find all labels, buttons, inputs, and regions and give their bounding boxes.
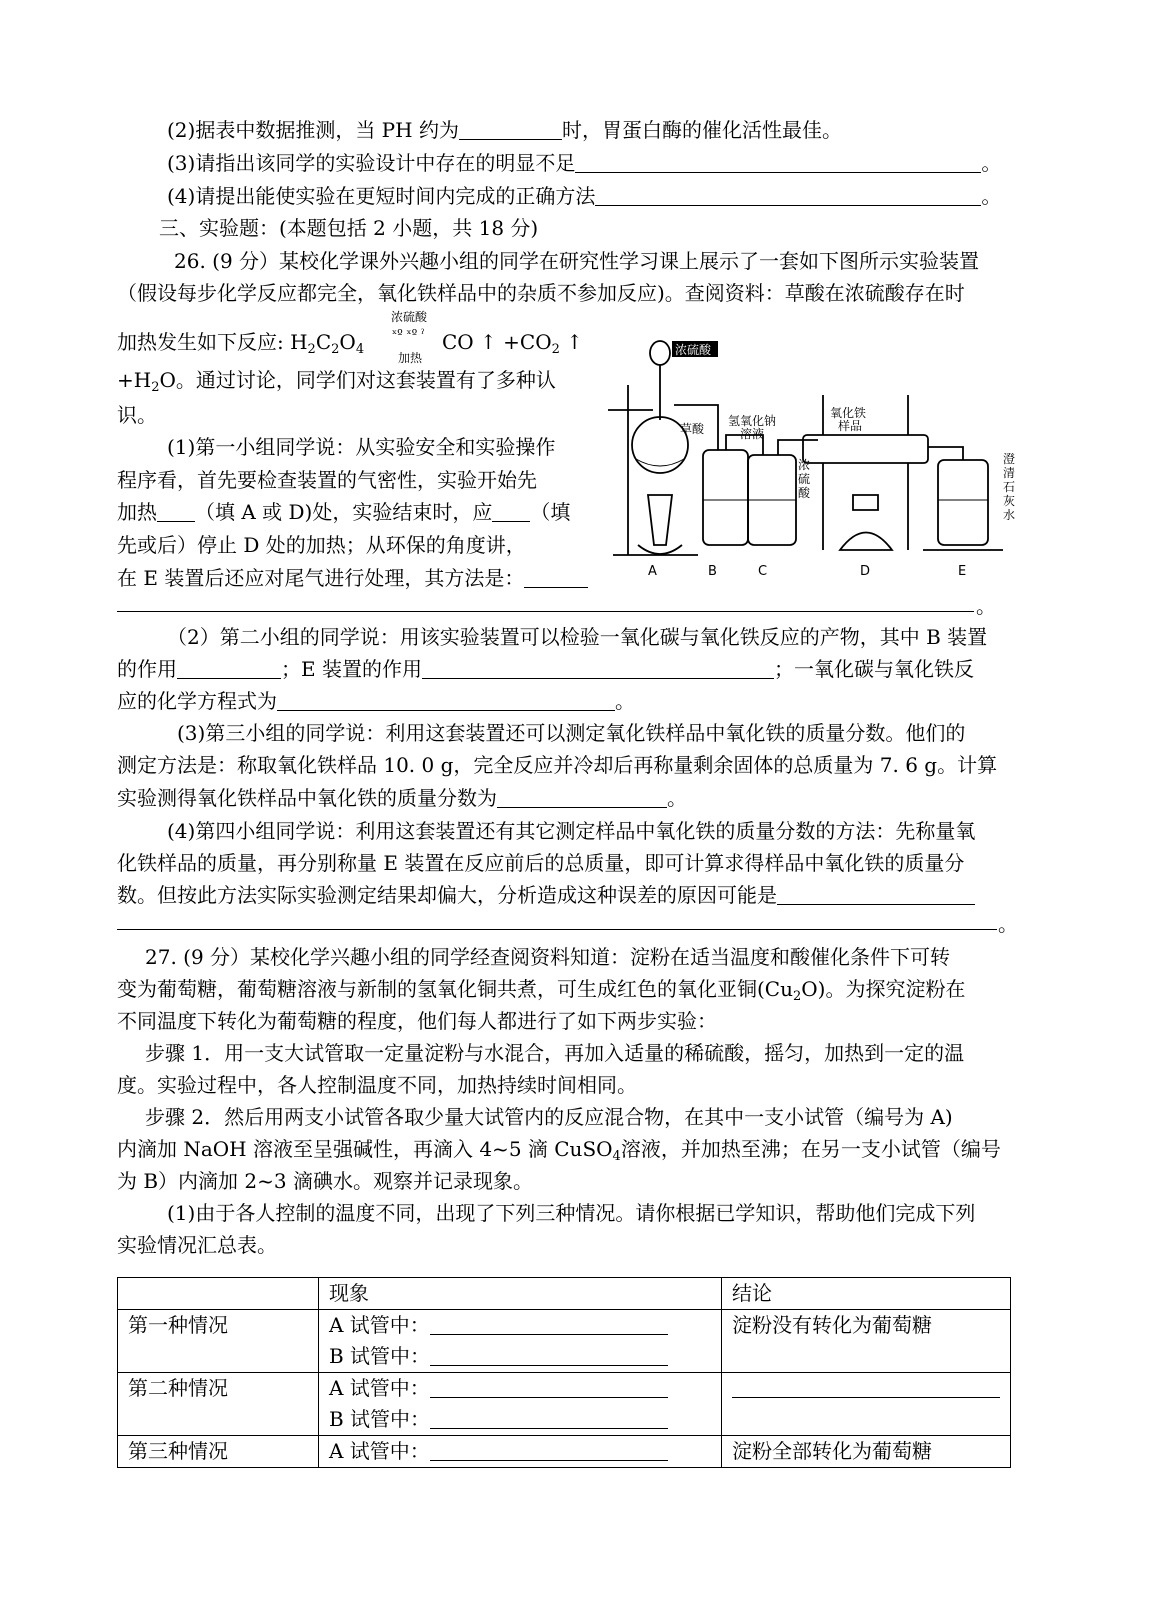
- answer-blank[interactable]: [497, 787, 667, 808]
- answer-blank[interactable]: [177, 658, 281, 679]
- header-case: [118, 1278, 319, 1310]
- step1-line2: 度。实验过程中，各人控制温度不同，加热持续时间相同。: [117, 1073, 637, 1097]
- group3-line1: (3)第三小组的同学说：利用这套装置还可以测定氧化铁样品中氧化铁的质量分数。他们的: [177, 721, 966, 745]
- label-a: A: [648, 564, 657, 579]
- phenomenon-cell: [319, 1373, 722, 1436]
- subscript: 2: [551, 342, 560, 357]
- subscript: 2: [151, 380, 160, 395]
- phenomenon-cell: [319, 1310, 722, 1373]
- text: 实验测得氧化铁样品中氧化铁的质量分数为: [117, 786, 497, 810]
- label-h2so4-2: 硫: [798, 472, 811, 486]
- subscript: 2: [307, 342, 316, 357]
- subscript: 4: [355, 342, 365, 357]
- conclusion-cell: 淀粉没有转化为葡萄糖: [722, 1310, 1011, 1373]
- q25-part4: [167, 183, 1001, 209]
- tube-a-label: A 试管中：: [329, 1313, 430, 1337]
- label-lime-5: 水: [1003, 508, 1016, 522]
- step2-line2: [117, 1136, 1001, 1170]
- group1-line5: [117, 565, 588, 591]
- group4-line1: (4)第四小组同学说：利用这套装置还有其它测定样品中氧化铁的质量分数的方法：先称量氧: [167, 819, 976, 843]
- group1-line2: 程序看，首先要检查装置的气密性，实验开始先: [117, 468, 537, 492]
- label-fe-1: 氧化铁: [830, 406, 867, 420]
- group2-line2: [117, 656, 974, 682]
- group3-line3: [117, 785, 687, 811]
- answer-blank[interactable]: [430, 1377, 668, 1398]
- text: 变为葡萄糖，葡萄糖溶液与新制的氢氧化铜共煮，可生成红色的氧化亚铜(Cu: [117, 977, 793, 1001]
- label-oxalic: 草酸: [680, 422, 705, 436]
- table-row: [118, 1436, 1011, 1468]
- group2-line1: （2）第二小组的同学说：用该实验装置可以检验一氧化碳与氧化铁反应的产物，其中 B 装置: [167, 625, 988, 649]
- case-label: 第一种情况: [118, 1310, 319, 1373]
- q27-line2: [117, 976, 965, 1010]
- label-naoh-1: 氢氧化钠: [728, 414, 777, 428]
- answer-blank[interactable]: [430, 1314, 668, 1335]
- period: 。: [667, 786, 687, 810]
- q25-part4-text: (4)请提出能使实验在更短时间内完成的正确方法: [167, 184, 596, 208]
- answer-blank[interactable]: [430, 1440, 668, 1461]
- step1-line1: 步骤 1．用一支大试管取一定量淀粉与水混合，再加入适量的稀硫酸，摇匀，加热到一定的温: [145, 1041, 965, 1065]
- text: （填: [530, 500, 571, 524]
- label-naoh-2: 溶液: [740, 427, 765, 441]
- answer-blank[interactable]: [422, 658, 774, 679]
- answer-blank[interactable]: [777, 884, 975, 905]
- reaction-equation: [117, 329, 364, 363]
- text: 加热: [117, 500, 157, 524]
- period: 。: [998, 912, 1018, 936]
- text: 内滴加 NaOH 溶液至呈强碱性，再滴入 4~5 滴 CuSO: [117, 1137, 613, 1161]
- text: （填 A 或 D)处，实验结束时，应: [195, 500, 493, 524]
- tube-b-label: B 试管中：: [329, 1407, 431, 1431]
- subscript: 2: [793, 989, 802, 1004]
- answer-blank[interactable]: [524, 567, 588, 588]
- group1-line1: (1)第一小组同学说：从实验安全和实验操作: [167, 435, 556, 459]
- header-conclusion: 结论: [722, 1278, 1011, 1310]
- reaction-condition-bottom: 加热: [398, 351, 423, 365]
- eq-text: ↑: [559, 330, 584, 354]
- label-e: E: [958, 564, 967, 579]
- q25-part2-text-a: (2)据表中数据推测，当 PH 约为: [167, 118, 459, 142]
- q25-part2: [167, 117, 842, 143]
- subscript: 2: [331, 342, 340, 357]
- group4-line2: 化铁样品的质量，再分别称量 E 装置在反应前后的总质量，即可计算求得样品中氧化铁的质量分: [117, 851, 965, 875]
- reaction-products: [442, 329, 583, 363]
- q26-line4: [117, 367, 556, 401]
- label-lime-2: 清: [1003, 466, 1016, 480]
- section-heading: 三、实验题：(本题包括 2 小题，共 18 分): [159, 216, 539, 240]
- eq-text: C: [315, 330, 332, 354]
- apparatus-figure: [608, 335, 1038, 580]
- q27-line3: 不同温度下转化为葡萄糖的程度，他们每人都进行了如下两步实验：: [117, 1009, 717, 1033]
- tube-a-label: A 试管中：: [329, 1439, 430, 1463]
- answer-blank[interactable]: [575, 152, 981, 173]
- case-label: 第二种情况: [118, 1373, 319, 1436]
- step2-line1: 步骤 2．然后用两支小试管各取少量大试管内的反应混合物，在其中一支小试管（编号为 A): [145, 1105, 953, 1129]
- subscript: 4: [612, 1149, 621, 1164]
- tube-b-label: B 试管中：: [329, 1344, 431, 1368]
- answer-blank[interactable]: [732, 1377, 1000, 1398]
- answer-blank[interactable]: [277, 690, 615, 711]
- eq-text: O。通过讨论，同学们对这套装置有了多种认: [159, 368, 556, 392]
- q26-line5: 识。: [117, 403, 157, 427]
- q26-line1: 26. (9 分）某校化学课外兴趣小组的同学在研究性学习课上展示了一套如下图所示实验装置: [174, 249, 980, 273]
- text: O)。为探究淀粉在: [801, 977, 966, 1001]
- label-h2so4-1: 浓: [798, 458, 811, 472]
- tube-a-label: A 试管中：: [329, 1376, 430, 1400]
- step2-line3: 为 B）内滴加 2~3 滴碘水。观察并记录现象。: [117, 1169, 533, 1193]
- table-row: [118, 1310, 1011, 1373]
- q25-part3-text: (3)请指出该同学的实验设计中存在的明显不足: [167, 151, 576, 175]
- label-b: B: [708, 564, 717, 579]
- q25-part3: [167, 150, 1001, 176]
- label-lime-3: 石: [1003, 480, 1016, 494]
- eq-text: O: [339, 330, 356, 354]
- text: 的作用: [117, 657, 177, 681]
- q27-part1-line2: 实验情况汇总表。: [117, 1233, 277, 1257]
- table-row: [118, 1373, 1011, 1436]
- answer-blank[interactable]: [157, 501, 195, 522]
- group1-line3: [117, 499, 570, 525]
- eq-text: CO ↑ +CO: [442, 330, 552, 354]
- label-d: D: [860, 564, 871, 579]
- group3-line2: 测定方法是：称取氧化铁样品 10. 0 g，完全反应并冷却后再称量剩余固体的总质量为 7. 6 g。计算: [117, 753, 998, 777]
- reaction-arrow-marks: ˣº ˣº ˀ: [392, 327, 425, 341]
- label-acid: 浓硫酸: [675, 343, 712, 357]
- period: 。: [981, 184, 1002, 208]
- answer-line[interactable]: [117, 929, 997, 930]
- table-header-row: [118, 1278, 1011, 1310]
- eq-text: +H: [117, 368, 152, 392]
- answer-blank[interactable]: [492, 501, 530, 522]
- period: 。: [615, 689, 635, 713]
- text: 在 E 装置后还应对尾气进行处理，其方法是：: [117, 566, 525, 590]
- phenomenon-cell: [319, 1436, 722, 1468]
- text: 溶液，并加热至沸；在另一支小试管（编号: [620, 1137, 1001, 1161]
- label-lime-1: 澄: [1003, 452, 1016, 466]
- case-label: 第三种情况: [118, 1436, 319, 1468]
- header-phenomenon: 现象: [319, 1278, 722, 1310]
- answer-blank[interactable]: [430, 1345, 668, 1366]
- period: 。: [981, 151, 1002, 175]
- eq-text: 加热发生如下反应: H: [117, 330, 308, 354]
- group4-line3: [117, 882, 975, 908]
- reaction-condition-top: 浓硫酸: [391, 310, 428, 324]
- text: ；一氧化碳与氧化铁反: [773, 657, 974, 681]
- label-c: C: [758, 564, 768, 579]
- conclusion-cell: 淀粉全部转化为葡萄糖: [722, 1436, 1011, 1468]
- q25-part2-text-b: 时，胃蛋白酶的催化活性最佳。: [561, 118, 842, 142]
- label-lime-4: 灰: [1003, 494, 1016, 508]
- text: 数。但按此方法实际实验测定结果却偏大，分析造成这种误差的原因可能是: [117, 883, 777, 907]
- group2-line3: [117, 688, 635, 714]
- q27-part1-line1: (1)由于各人控制的温度不同，出现了下列三种情况。请你根据已学知识，帮助他们完成下列: [167, 1201, 976, 1225]
- answer-blank[interactable]: [595, 185, 981, 206]
- answer-line[interactable]: [117, 611, 974, 612]
- text: 应的化学方程式为: [117, 689, 277, 713]
- text: ；E 装置的作用: [281, 657, 422, 681]
- label-fe-2: 样品: [838, 419, 863, 433]
- label-h2so4-3: 酸: [798, 486, 811, 500]
- answer-blank[interactable]: [430, 1408, 668, 1429]
- conclusion-cell: [722, 1373, 1011, 1436]
- q27-line1: 27. (9 分）某校化学兴趣小组的同学经查阅资料知道：淀粉在适当温度和酸催化条件下可转: [145, 945, 951, 969]
- results-table: [117, 1277, 1011, 1468]
- answer-blank[interactable]: [459, 119, 562, 140]
- q26-line2: （假设每步化学反应都完全，氧化铁样品中的杂质不参加反应)。查阅资料：草酸在浓硫酸存在时: [117, 281, 965, 305]
- group1-line4: 先或后）停止 D 处的加热；从环保的角度讲，: [117, 533, 526, 557]
- period: 。: [976, 594, 996, 618]
